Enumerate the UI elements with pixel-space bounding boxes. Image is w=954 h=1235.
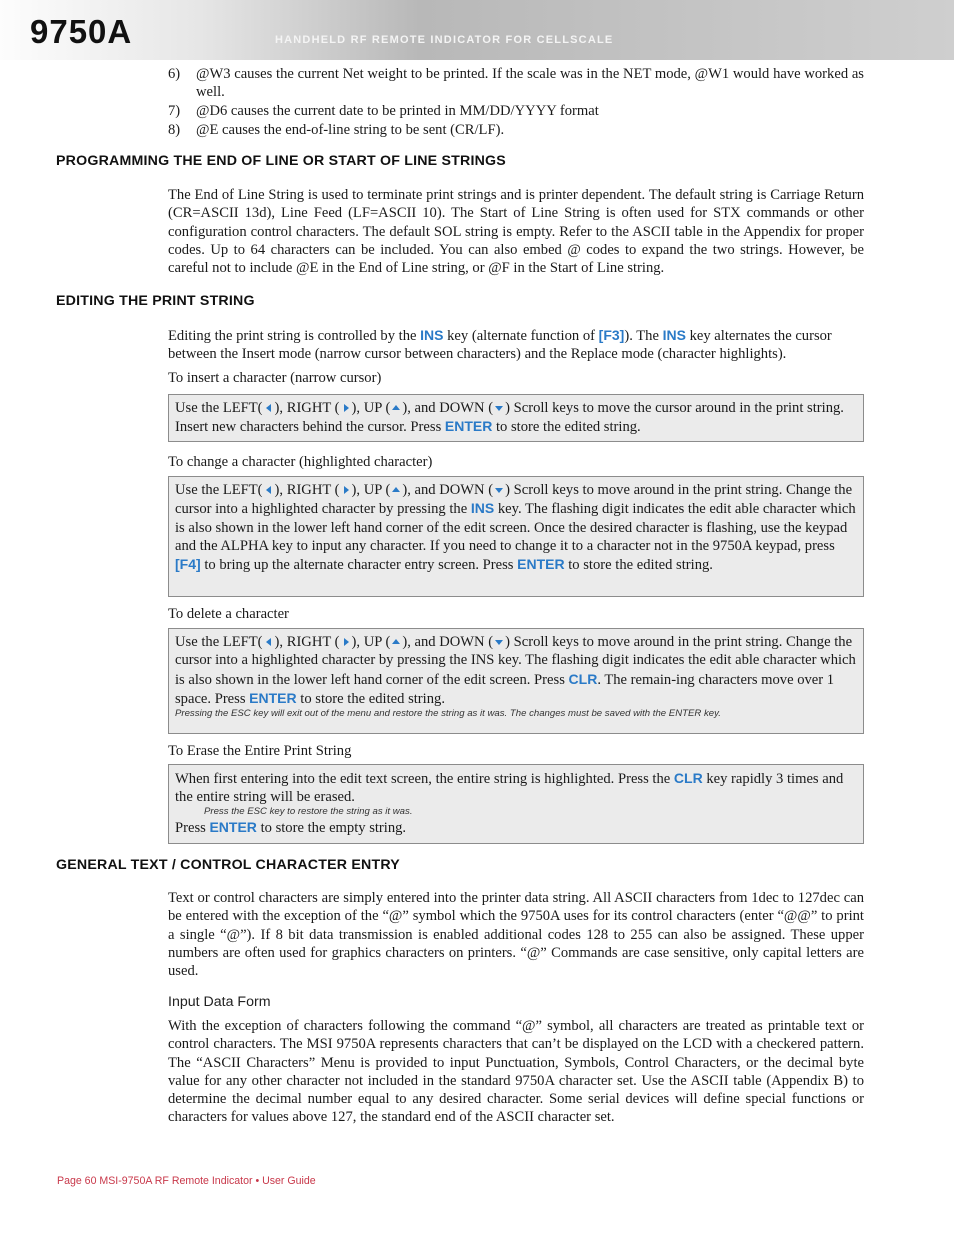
section-body: With the exception of characters following the command “@” symbol, all characters are treated as printable text or control characters. The MSI 9750A represents characters that can’t be displayed on the LCD with a checkered pattern. The “ASCII Characters” Menu is provided to input Punctuation, Symbols, Control Characters, or the decimal byte value for any other character not included in the standard 9750A character set. Use the ASCII table (Appendix B) to determine the decimal number equal to any desired character. Some serial devices will define special functions or characters for values above 127, the standard end of the ASCII character set. (168, 1018, 864, 1126)
text-run: ), RIGHT ( (274, 634, 340, 650)
down-arrow-icon (494, 485, 504, 495)
list-number: 7) (168, 103, 181, 119)
right-arrow-icon (341, 485, 351, 495)
f3-key-label: [F3] (598, 327, 625, 343)
erase-final-line (175, 818, 857, 837)
section-body: Text or control characters are simply entered into the printer data string. All ASCII characters from 1dec to 127dec can be entered with the exception of the “@” symbol which the 9750A uses for its control characters (enter “@@” to print a single “@”). If 8 bit data transmission is enabled additional codes 128 to 255 can also be assigned. These upper numbers are often used for graphics characters on printers. “@” Commands are case sensitive, only capital letters are used. (168, 890, 864, 980)
section-heading: GENERAL TEXT / CONTROL CHARACTER ENTRY (56, 857, 400, 873)
text-run: to store the edited string. (564, 557, 713, 574)
text-run: ), UP ( (351, 634, 391, 650)
ins-key-label: INS (420, 327, 444, 343)
text-run: key. The flashing digit indicates the edit able character which is also shown in the lower left hand corner of the edit screen. Once the desired character is flashing, use the keypad and the ALPHA key to input any character. If you need to change it to a character not in the 9750A keypad, press (175, 501, 856, 554)
list-text: @E causes the end-of-line string to be sent (CR/LF). (196, 122, 505, 138)
erase-note: Press the ESC key to restore the string as it was. (204, 805, 413, 817)
down-arrow-icon (494, 637, 504, 647)
text-run: key (alternate function of (443, 328, 599, 344)
list-number: 6) (168, 66, 181, 82)
text-run: ), RIGHT ( (274, 400, 340, 416)
text-run: to store the edited string. (296, 690, 445, 707)
f4-key-label: [F4] (175, 556, 201, 573)
text-run: to store the empty string. (256, 819, 407, 836)
text-run: ), and DOWN ( (402, 400, 494, 416)
text-run: key alternates the cursor between the Insert mode (narrow cursor between characters) and the Replace mode (character highlights). (168, 328, 832, 363)
section-body: The End of Line String is used to terminate print strings and is printer dependent. The default string is Carriage Return (CR=ASCII 13d), Line Feed (LF=ASCII 10). The Start of Line String is often used for STX commands or other configuration control characters. The default SOL string is empty. Refer to the ASCII table in the Appendix for proper codes. Up to 64 characters can be included. You can also embed @ codes to expand the two strings. However, be careful not to include @E in the End of Line string, or @F in the Start of Line string. (168, 187, 864, 277)
text-run: ), UP ( (351, 482, 391, 498)
text-run: ), UP ( (351, 400, 391, 416)
page-footer: Page 60 MSI-9750A RF Remote Indicator • User Guide (57, 1175, 316, 1187)
list-item (168, 121, 864, 140)
left-arrow-icon (264, 403, 274, 413)
model-title: 9750A (30, 13, 133, 50)
text-run: ), RIGHT ( (274, 482, 340, 498)
text-run: Use the LEFT( (175, 634, 263, 650)
list-text: @D6 causes the current date to be printed in MM/DD/YYYY format (196, 103, 599, 119)
header-subtitle: HANDHELD RF REMOTE INDICATOR FOR CELLSCALE (275, 34, 614, 46)
text-run: ), and DOWN ( (402, 634, 494, 650)
text-run: ). The (624, 328, 663, 344)
list-item (168, 102, 864, 121)
clr-key-label: CLR (673, 770, 703, 786)
insert-label: To insert a character (narrow cursor) (168, 370, 382, 386)
text-run: Editing the print string is controlled by the (168, 328, 421, 344)
text-run: to bring up the alternate character entry screen. Press (200, 557, 518, 574)
page-header (0, 0, 954, 60)
text-run: ) Scroll keys to move around in the print string. Change the cursor into a highlighted character by pressing the INS key. The flashing digit indicates the edit able character which is also shown in the lower left hand corner of the edit screen. Press (175, 634, 856, 688)
delete-label: To delete a character (168, 606, 289, 622)
text-run: Press (175, 819, 210, 836)
list-text: @W3 causes the current Net weight to be printed. If the scale was in the NET mode, @W1 would have worked as well. (196, 66, 864, 101)
delete-note: Pressing the ESC key will exit out of the menu and restore the string as it was. The changes must be saved with the ENTER key. (175, 708, 721, 720)
section-intro (168, 326, 864, 364)
text-run: . The remain-ing characters move over 1 space. Press (175, 671, 835, 707)
section-heading: EDITING THE PRINT STRING (56, 293, 255, 309)
left-arrow-icon (264, 637, 274, 647)
insert-instructions-box (168, 394, 864, 442)
text-run: Use the LEFT( (175, 482, 263, 498)
ins-key-label: INS (470, 500, 495, 517)
left-arrow-icon (264, 485, 274, 495)
list-item (168, 65, 864, 102)
up-arrow-icon (391, 485, 401, 495)
text-run: key rapidly 3 times and the entire string will be erased. (175, 771, 844, 806)
erase-label: To Erase the Entire Print String (168, 743, 352, 759)
erase-instructions-box (168, 764, 864, 844)
up-arrow-icon (391, 637, 401, 647)
delete-instructions-box (168, 628, 864, 734)
section-heading: PROGRAMMING THE END OF LINE OR START OF LINE STRINGS (56, 153, 506, 169)
ins-key-label: INS (662, 327, 686, 343)
up-arrow-icon (391, 403, 401, 413)
text-run: to store the edited string. (492, 419, 641, 436)
right-arrow-icon (341, 403, 351, 413)
change-label: To change a character (highlighted character) (168, 454, 433, 470)
enter-key-label: ENTER (209, 818, 257, 835)
text-run: Use the LEFT( (175, 400, 263, 416)
right-arrow-icon (341, 637, 351, 647)
enter-key-label: ENTER (444, 418, 493, 435)
list-number: 8) (168, 122, 181, 138)
text-run: ) Scroll keys to move around in the print string. Change the cursor into a highlighted character by pressing the (175, 482, 853, 518)
down-arrow-icon (494, 403, 504, 413)
subheading: Input Data Form (168, 994, 271, 1010)
text-run: ), and DOWN ( (402, 482, 494, 498)
enter-key-label: ENTER (249, 689, 297, 706)
clr-key-label: CLR (568, 670, 598, 687)
enter-key-label: ENTER (517, 556, 565, 573)
text-run: ) Scroll keys to move the cursor around in the print string. Insert new characters behind the cursor. Press (175, 400, 844, 436)
change-instructions-box (168, 476, 864, 597)
text-run: When first entering into the edit text screen, the entire string is highlighted. Press the (175, 771, 674, 787)
